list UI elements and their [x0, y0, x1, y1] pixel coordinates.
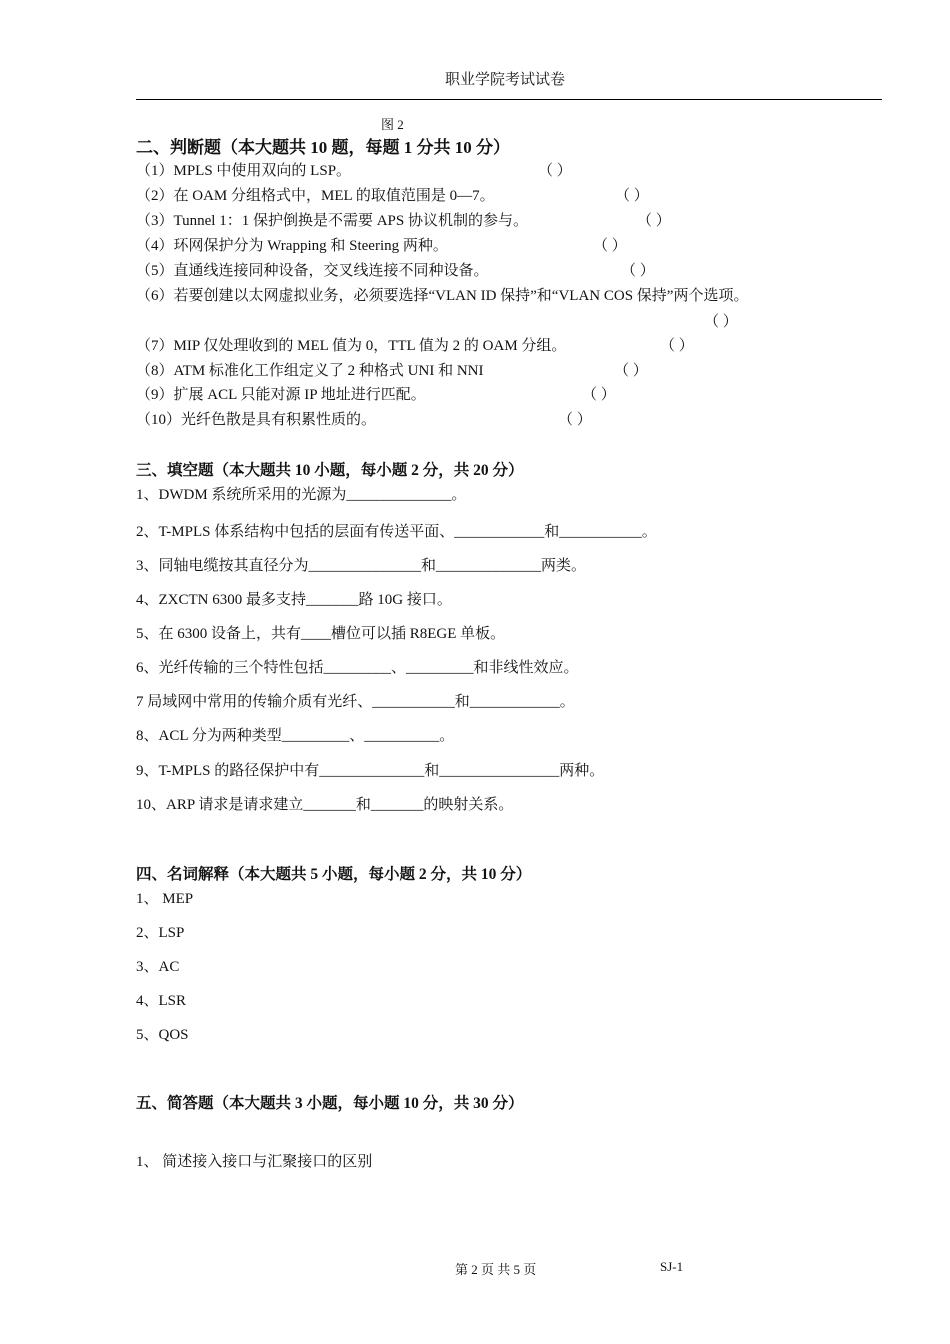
answer-blank-4: （ ） — [593, 238, 627, 254]
page-number: 第 2 页 共 5 页 — [455, 1262, 537, 1277]
short-answer-item-1: 1、 简述接入接口与汇聚接口的区别 — [136, 1154, 373, 1170]
judgement-item-3: （3）Tunnel 1：1 保护倒换是不需要 APS 协议机制的参与。 — [136, 213, 528, 229]
doc-code: SJ-1 — [660, 1259, 684, 1274]
section5-heading: 五、简答题（本大题共 3 小题，每小题 10 分，共 30 分） — [136, 1095, 524, 1112]
section3-heading: 三、填空题（本大题共 10 小题，每小题 2 分，共 20 分） — [136, 462, 524, 479]
judgement-item-10: （10）光纤色散是具有积累性质的。 — [136, 412, 377, 428]
page-header-title: 职业学院考试试卷 — [445, 72, 566, 88]
section2-heading: 二、判断题（本大题共 10 题，每题 1 分共 10 分） — [136, 138, 510, 157]
judgement-item-5: （5）直通线连接同种设备，交叉线连接不同种设备。 — [136, 263, 489, 279]
term-item-2: 2、LSP — [136, 925, 185, 941]
judgement-item-2: （2）在 OAM 分组格式中，MEL 的取值范围是 0—7。 — [136, 188, 495, 204]
judgement-item-1: （1）MPLS 中使用双向的 LSP。 — [136, 163, 352, 179]
term-item-5: 5、QOS — [136, 1027, 189, 1043]
answer-blank-2: （ ） — [615, 188, 649, 204]
fill-item-2: 2、T-MPLS 体系结构中包括的层面有传送平面、____________和___________。 — [136, 524, 657, 540]
answer-blank-7: （ ） — [660, 338, 694, 354]
fill-item-8: 8、ACL 分为两种类型_________、__________。 — [136, 728, 455, 744]
fill-item-4: 4、ZXCTN 6300 最多支持_______路 10G 接口。 — [136, 592, 452, 608]
judgement-item-8: （8）ATM 标准化工作组定义了 2 种格式 UNI 和 NNI — [136, 363, 484, 379]
fill-item-10: 10、ARP 请求是请求建立_______和_______的映射关系。 — [136, 797, 514, 813]
answer-blank-3: （ ） — [637, 213, 671, 229]
judgement-item-9: （9）扩展 ACL 只能对源 IP 地址进行匹配。 — [136, 387, 426, 403]
fill-item-6: 6、光纤传输的三个特性包括_________、_________和非线性效应。 — [136, 660, 579, 676]
answer-blank-5: （ ） — [621, 263, 655, 279]
term-item-1: 1、 MEP — [136, 891, 194, 907]
fill-item-7: 7 局域网中常用的传输介质有光纤、___________和____________。 — [136, 694, 575, 710]
judgement-item-4: （4）环网保护分为 Wrapping 和 Steering 两种。 — [136, 238, 448, 254]
answer-blank-10: （ ） — [558, 412, 592, 428]
fill-item-9: 9、T-MPLS 的路径保护中有______________和________________两种。 — [136, 763, 605, 779]
term-item-4: 4、LSR — [136, 993, 187, 1009]
term-item-3: 3、AC — [136, 959, 180, 975]
figure-caption: 图 2 — [381, 117, 404, 132]
fill-item-1: 1、DWDM 系统所采用的光源为______________。 — [136, 487, 467, 503]
header-rule — [136, 99, 882, 100]
answer-blank-6: （ ） — [704, 314, 738, 330]
section4-heading: 四、名词解释（本大题共 5 小题，每小题 2 分，共 10 分） — [136, 866, 532, 883]
fill-item-5: 5、在 6300 设备上，共有____槽位可以插 R8EGE 单板。 — [136, 626, 506, 642]
fill-item-3: 3、同轴电缆按其直径分为_______________和______________两类。 — [136, 558, 587, 574]
answer-blank-1: （ ） — [538, 163, 572, 179]
judgement-item-7: （7）MIP 仅处理收到的 MEL 值为 0，TTL 值为 2 的 OAM 分组。 — [136, 338, 567, 354]
answer-blank-9: （ ） — [582, 387, 616, 403]
judgement-item-6: （6）若要创建以太网虚拟业务，必须要选择“VLAN ID 保持”和“VLAN COS 保持”两个选项。 — [136, 288, 749, 304]
answer-blank-8: （ ） — [614, 363, 648, 379]
